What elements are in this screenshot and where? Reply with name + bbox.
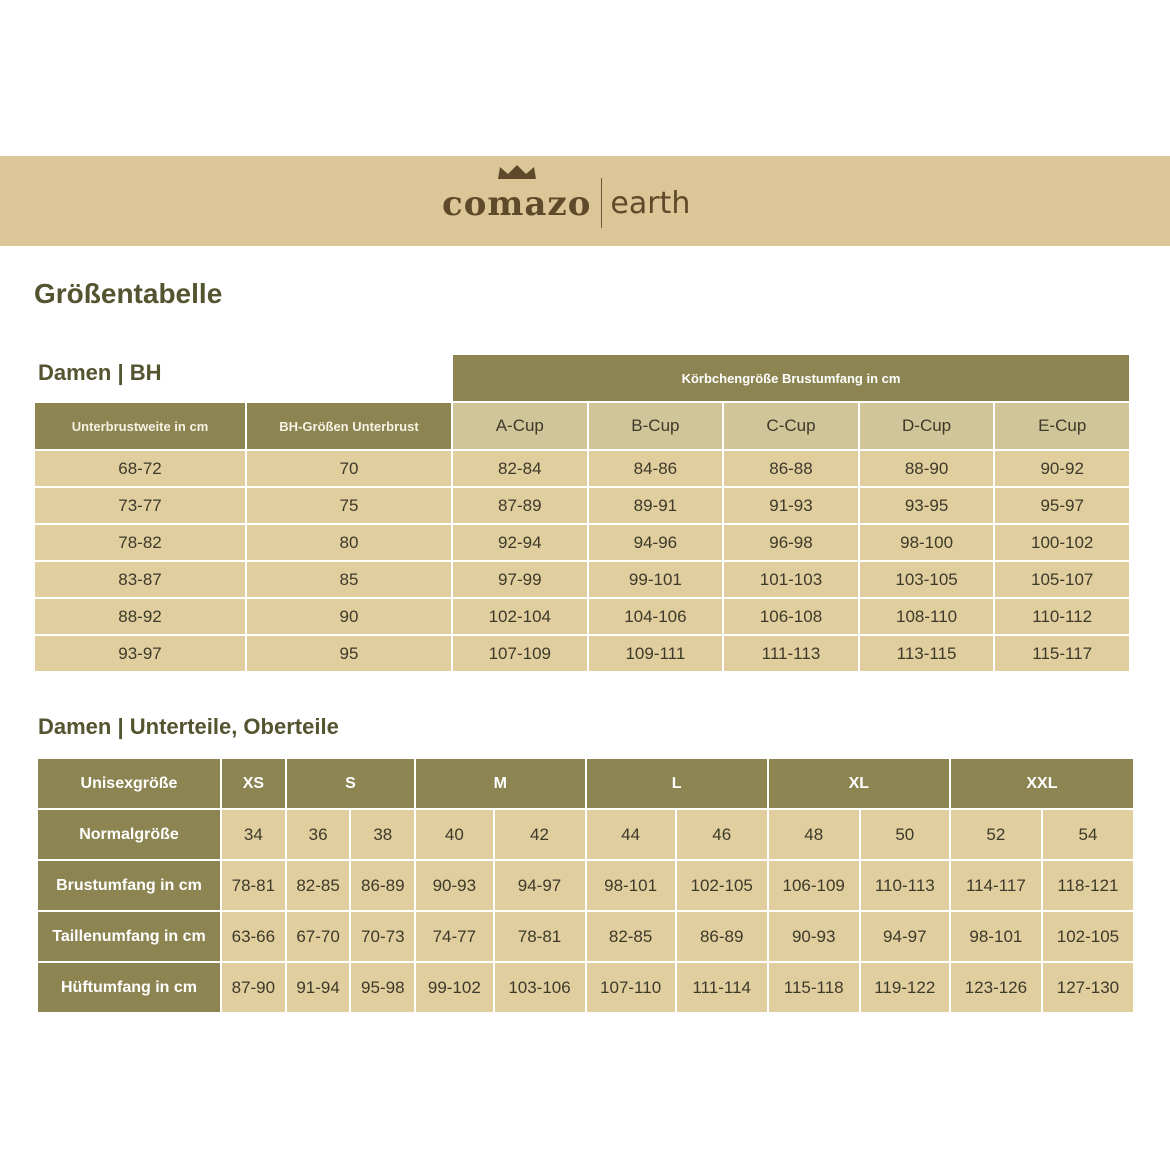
table-cell: 95-97 bbox=[995, 488, 1129, 523]
table-cell: 105-107 bbox=[995, 562, 1129, 597]
row-label: Taillenumfang in cm bbox=[38, 912, 220, 961]
table-row bbox=[38, 912, 1133, 961]
table-cell: 74-77 bbox=[416, 912, 492, 961]
table-cell: 93-95 bbox=[860, 488, 994, 523]
table-cell: 87-90 bbox=[222, 963, 285, 1012]
bh-blank-cell bbox=[35, 355, 451, 401]
table-cell: 86-89 bbox=[677, 912, 767, 961]
table-cell: 86-88 bbox=[724, 451, 858, 486]
col-header-bh-groesse: BH-Größen Unterbrust bbox=[247, 403, 451, 449]
table-cell: 86-89 bbox=[351, 861, 414, 910]
col-header-unterbrustweite: Unterbrustweite in cm bbox=[35, 403, 245, 449]
table-row bbox=[35, 525, 1129, 560]
table-row bbox=[38, 810, 1133, 859]
table-cell: 100-102 bbox=[995, 525, 1129, 560]
bh-cup-header-row bbox=[35, 355, 1129, 401]
table-cell: 54 bbox=[1043, 810, 1133, 859]
table-cell: 89-91 bbox=[589, 488, 723, 523]
brand-sub: earth bbox=[610, 186, 691, 221]
table-cell: 104-106 bbox=[589, 599, 723, 634]
table-cell: 98-100 bbox=[860, 525, 994, 560]
table-cell: 70-73 bbox=[351, 912, 414, 961]
table-cell: 38 bbox=[351, 810, 414, 859]
table-cell: 42 bbox=[495, 810, 585, 859]
table-cell: 101-103 bbox=[724, 562, 858, 597]
table-cell: 97-99 bbox=[453, 562, 587, 597]
size-l-header: L bbox=[587, 759, 767, 808]
table-cell: 111-113 bbox=[724, 636, 858, 671]
table-cell: 78-81 bbox=[495, 912, 585, 961]
size-s-header: S bbox=[287, 759, 414, 808]
table-cell: 127-130 bbox=[1043, 963, 1133, 1012]
cup-b-header: B-Cup bbox=[589, 403, 723, 449]
table-cell: 82-84 bbox=[453, 451, 587, 486]
table-cell: 95-98 bbox=[351, 963, 414, 1012]
table-cell: 70 bbox=[247, 451, 451, 486]
bh-size-table bbox=[33, 353, 1131, 673]
table-cell: 80 bbox=[247, 525, 451, 560]
table-cell: 106-109 bbox=[769, 861, 859, 910]
table-cell: 84-86 bbox=[589, 451, 723, 486]
brand-logo bbox=[442, 172, 690, 228]
table-cell: 88-90 bbox=[860, 451, 994, 486]
table-cell: 115-117 bbox=[995, 636, 1129, 671]
table-cell: 98-101 bbox=[587, 861, 675, 910]
table-cell: 94-96 bbox=[589, 525, 723, 560]
logo-divider bbox=[601, 178, 602, 228]
unisex-label: Unisexgröße bbox=[38, 759, 220, 808]
cup-d-header: D-Cup bbox=[860, 403, 994, 449]
table-cell: 103-105 bbox=[860, 562, 994, 597]
table-cell: 90-92 bbox=[995, 451, 1129, 486]
table-cell: 102-104 bbox=[453, 599, 587, 634]
table-cell: 107-110 bbox=[587, 963, 675, 1012]
table-row bbox=[38, 861, 1133, 910]
table-cell: 95 bbox=[247, 636, 451, 671]
row-label: Hüftumfang in cm bbox=[38, 963, 220, 1012]
table-cell: 34 bbox=[222, 810, 285, 859]
table-cell: 99-101 bbox=[589, 562, 723, 597]
size-section-title: Damen | Unterteile, Oberteile bbox=[38, 714, 339, 739]
size-m-header: M bbox=[416, 759, 584, 808]
table-cell: 107-109 bbox=[453, 636, 587, 671]
unisex-row bbox=[38, 759, 1133, 808]
size-xl-header: XL bbox=[769, 759, 949, 808]
table-cell: 113-115 bbox=[860, 636, 994, 671]
table-cell: 111-114 bbox=[677, 963, 767, 1012]
table-cell: 98-101 bbox=[951, 912, 1041, 961]
crown-icon bbox=[496, 164, 538, 180]
table-cell: 102-105 bbox=[1043, 912, 1133, 961]
table-row bbox=[35, 488, 1129, 523]
table-cell: 94-97 bbox=[495, 861, 585, 910]
table-cell: 90 bbox=[247, 599, 451, 634]
table-cell: 63-66 bbox=[222, 912, 285, 961]
table-cell: 96-98 bbox=[724, 525, 858, 560]
table-cell: 36 bbox=[287, 810, 350, 859]
table-cell: 110-113 bbox=[861, 861, 949, 910]
size-xxl-header: XXL bbox=[951, 759, 1133, 808]
table-cell: 118-121 bbox=[1043, 861, 1133, 910]
table-row bbox=[38, 963, 1133, 1012]
table-cell: 87-89 bbox=[453, 488, 587, 523]
table-cell: 93-97 bbox=[35, 636, 245, 671]
table-cell: 99-102 bbox=[416, 963, 492, 1012]
table-cell: 90-93 bbox=[769, 912, 859, 961]
table-row bbox=[35, 636, 1129, 671]
table-row bbox=[35, 451, 1129, 486]
table-cell: 106-108 bbox=[724, 599, 858, 634]
table-row bbox=[35, 562, 1129, 597]
table-cell: 46 bbox=[677, 810, 767, 859]
table-cell: 82-85 bbox=[587, 912, 675, 961]
table-cell: 115-118 bbox=[769, 963, 859, 1012]
table-cell: 91-94 bbox=[287, 963, 350, 1012]
table-cell: 73-77 bbox=[35, 488, 245, 523]
table-cell: 92-94 bbox=[453, 525, 587, 560]
table-cell: 50 bbox=[861, 810, 949, 859]
cup-a-header: A-Cup bbox=[453, 403, 587, 449]
table-cell: 78-81 bbox=[222, 861, 285, 910]
table-cell: 119-122 bbox=[861, 963, 949, 1012]
table-cell: 109-111 bbox=[589, 636, 723, 671]
bh-section-title: Damen | BH bbox=[38, 360, 162, 385]
table-cell: 91-93 bbox=[724, 488, 858, 523]
table-cell: 48 bbox=[769, 810, 859, 859]
table-cell: 103-106 bbox=[495, 963, 585, 1012]
table-cell: 67-70 bbox=[287, 912, 350, 961]
table-cell: 110-112 bbox=[995, 599, 1129, 634]
table-row bbox=[35, 599, 1129, 634]
table-cell: 94-97 bbox=[861, 912, 949, 961]
table-cell: 68-72 bbox=[35, 451, 245, 486]
table-cell: 88-92 bbox=[35, 599, 245, 634]
table-cell: 114-117 bbox=[951, 861, 1041, 910]
table-cell: 44 bbox=[587, 810, 675, 859]
size-xs-header: XS bbox=[222, 759, 285, 808]
cup-e-header: E-Cup bbox=[995, 403, 1129, 449]
table-cell: 75 bbox=[247, 488, 451, 523]
table-cell: 90-93 bbox=[416, 861, 492, 910]
page-title: Größentabelle bbox=[34, 278, 223, 309]
table-cell: 82-85 bbox=[287, 861, 350, 910]
row-label: Normalgröße bbox=[38, 810, 220, 859]
cup-header: Körbchengröße Brustumfang in cm bbox=[453, 355, 1129, 401]
table-cell: 52 bbox=[951, 810, 1041, 859]
table-cell: 102-105 bbox=[677, 861, 767, 910]
brand-name: comazo bbox=[442, 184, 592, 224]
table-cell: 123-126 bbox=[951, 963, 1041, 1012]
table-cell: 85 bbox=[247, 562, 451, 597]
table-cell: 108-110 bbox=[860, 599, 994, 634]
cup-c-header: C-Cup bbox=[724, 403, 858, 449]
table-cell: 83-87 bbox=[35, 562, 245, 597]
clothing-size-table bbox=[36, 757, 1135, 1014]
table-cell: 40 bbox=[416, 810, 492, 859]
table-cell: 78-82 bbox=[35, 525, 245, 560]
bh-column-header-row bbox=[35, 403, 1129, 449]
row-label: Brustumfang in cm bbox=[38, 861, 220, 910]
